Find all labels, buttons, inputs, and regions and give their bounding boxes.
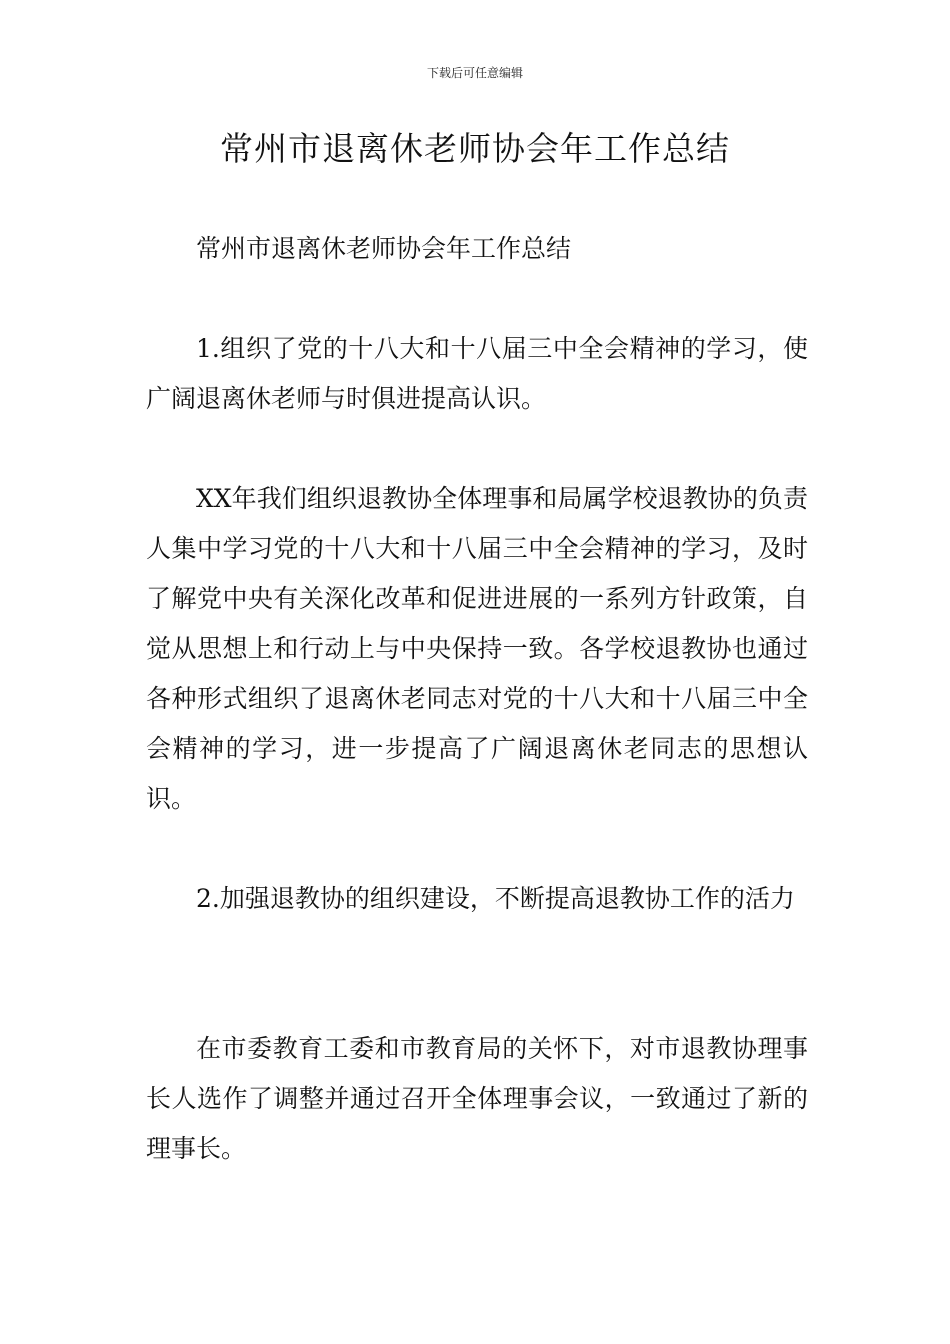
header-note: 下载后可任意编辑 bbox=[426, 66, 523, 80]
body-paragraph-section-2-heading: 2.加强退教协的组织建设，不断提高退教协工作的活力 bbox=[196, 884, 795, 913]
body-paragraph-section-1-content: XX年我们组织退教协全体理事和局属学校退教协的负责人集中学习党的十八大和十八届三中全会精神的学习，及时了解党中央有关深化改革和促进进展的一系列方针政策，自觉从思想上和行动上与中央保持一致。各学校退教协也通过各种形式组织了退离休老同志对党的十八大和十八届三中全会精神的学习，进一步提高了广阔退离休老同志的思想认识。 bbox=[146, 484, 808, 813]
document-title: 常州市退离休老师协会年工作总结 bbox=[220, 129, 730, 168]
body-paragraph-section-2-content: 在市委教育工委和市教育局的关怀下，对市退教协理事长人选作了调整并通过召开全体理事会议，一致通过了新的理事长。 bbox=[146, 1034, 808, 1163]
body-paragraph-section-1-heading: 1.组织了党的十八大和十八届三中全会精神的学习，使广阔退离休老师与时俱进提高认识。 bbox=[146, 334, 808, 413]
body-paragraph-subtitle: 常州市退离休老师协会年工作总结 bbox=[196, 234, 572, 263]
